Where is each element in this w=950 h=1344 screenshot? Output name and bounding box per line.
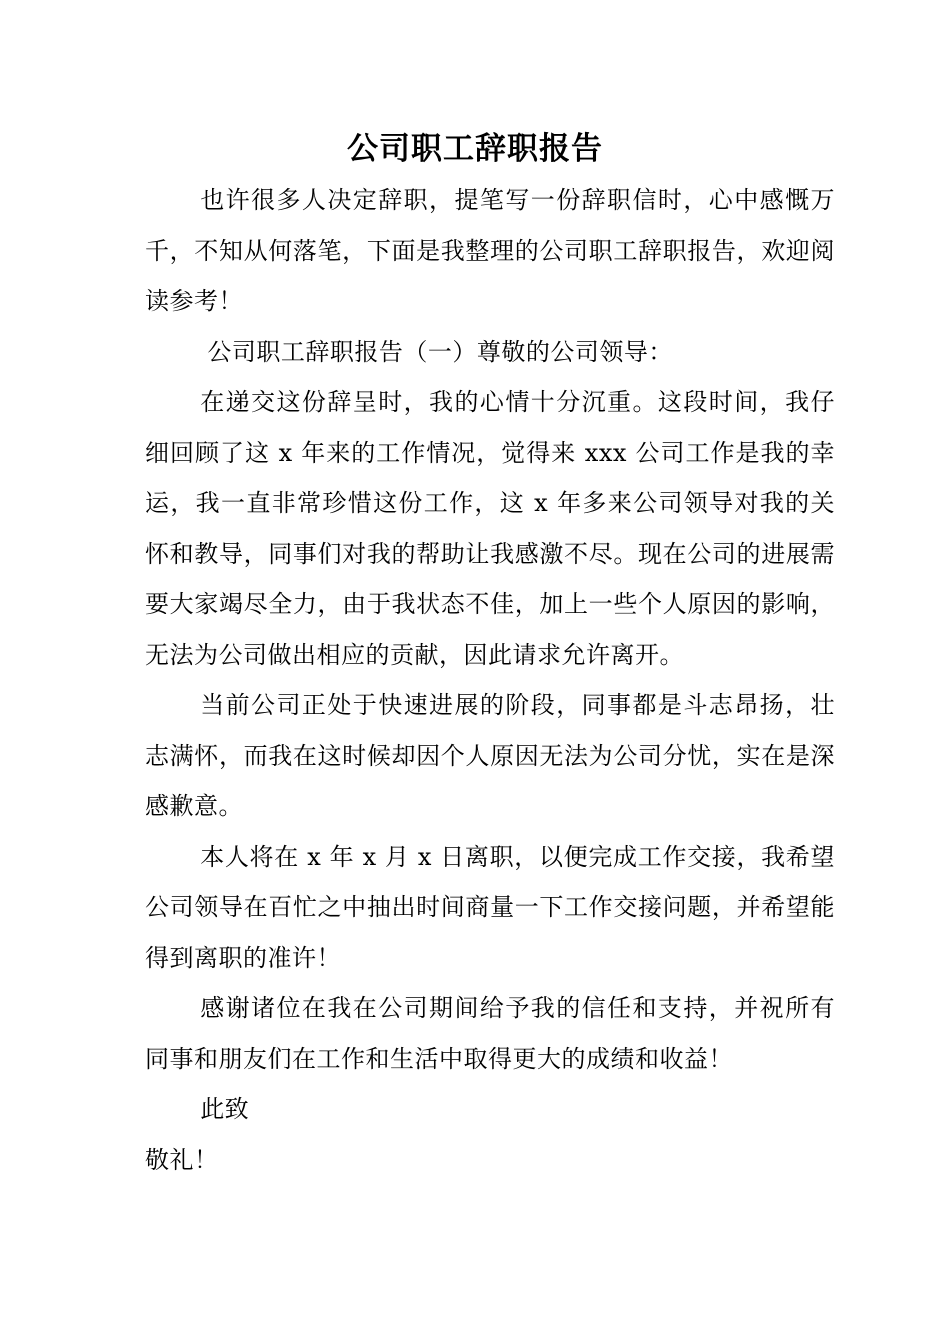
body-paragraph-3: 本人将在 x 年 x 月 x 日离职，以便完成工作交接，我希望公司领导在百忙之中抽出时间商量一下工作交接问题，并希望能得到离职的准许！ [145, 842, 835, 972]
section-heading-paragraph: 公司职工辞职报告（一）尊敬的公司领导： [207, 337, 673, 366]
closing-salutation: 敬礼！ [145, 1145, 219, 1174]
closing-phrase: 此致 [200, 1095, 250, 1123]
document-body [145, 175, 835, 1185]
body-paragraph-2: 当前公司正处于快速进展的阶段，同事都是斗志昂扬，壮志满怀，而我在这时候却因个人原因无法为公司分忧，实在是深感歉意。 [145, 691, 835, 820]
document-title: 公司职工辞职报告 [347, 131, 603, 167]
intro-paragraph: 也许很多人决定辞职，提笔写一份辞职信时，心中感慨万千，不知从何落笔，下面是我整理的公司职工辞职报告，欢迎阅读参考！ [145, 186, 835, 315]
body-paragraph-4: 感谢诸位在我在公司期间给予我的信任和支持，并祝所有同事和朋友们在工作和生活中取得更大的成绩和收益！ [145, 994, 835, 1073]
body-paragraph-1: 在递交这份辞呈时，我的心情十分沉重。这段时间，我仔细回顾了这 x 年来的工作情况，觉得来 xxx 公司工作是我的幸运，我一直非常珍惜这份工作，这 x 年多来公司领导对我的关怀和教导，同事们对我的帮助让我感激不尽。现在公司的进展需要大家竭尽全力，由于我状态不佳，加上一些个人原因的影响，无法为公司做出相应的贡献，因此请求允许离开。 [145, 388, 835, 669]
